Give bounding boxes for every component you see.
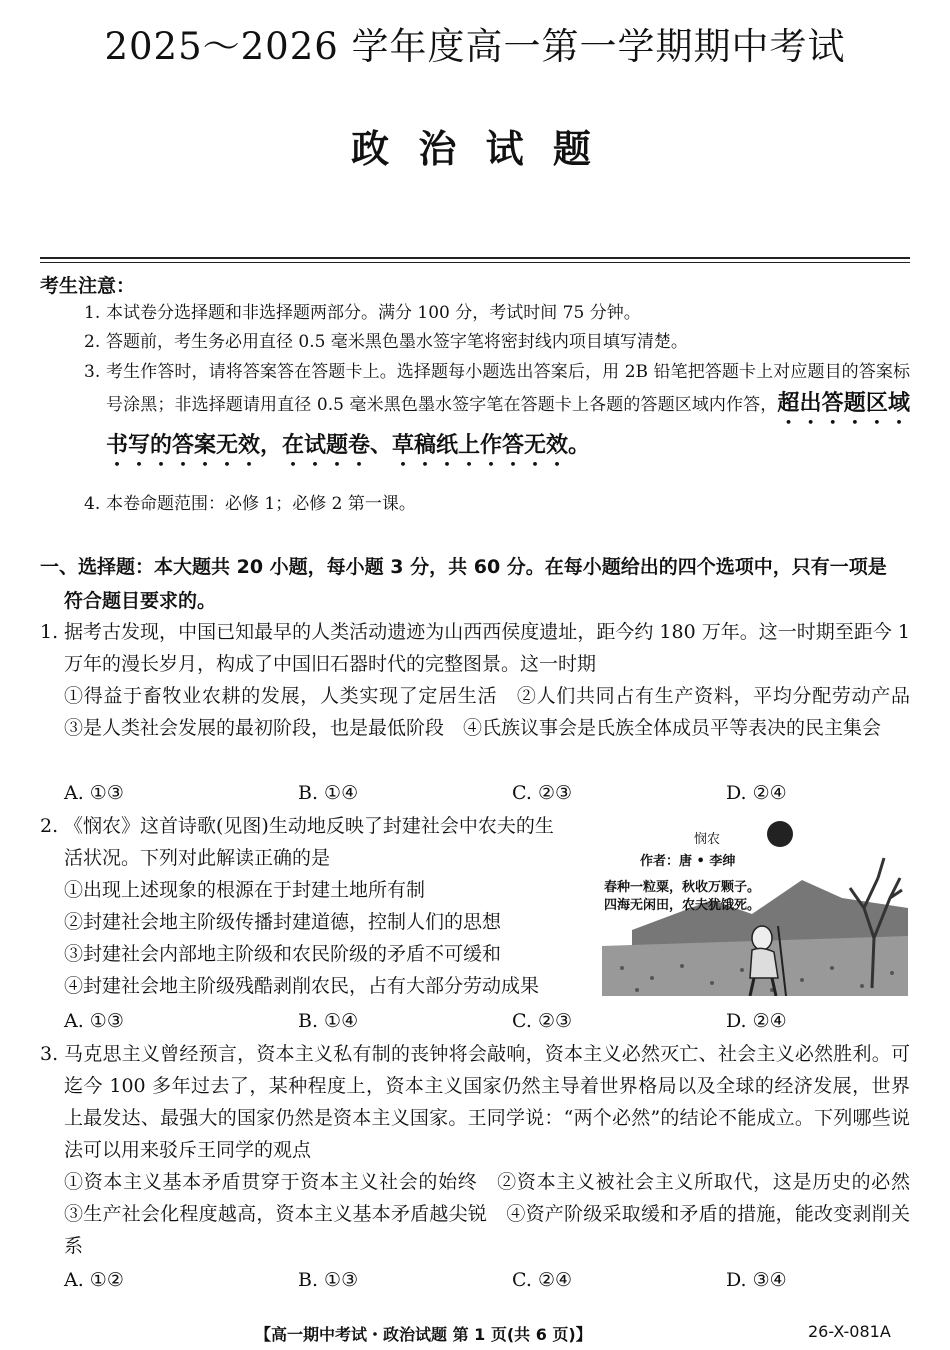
option-d[interactable]: D. ②④ (726, 1010, 787, 1032)
note-number: 4. (84, 494, 101, 514)
option-d[interactable]: D. ②④ (726, 782, 787, 804)
notes-heading: 考生注意： (40, 275, 136, 297)
section-heading-line1: 一、选择题：本大题共 20 小题，每小题 3 分，共 60 分。在每小题给出的四个选项中，只有一项是 (40, 556, 887, 578)
note-item (84, 327, 910, 357)
option-a[interactable]: A. ①② (64, 1269, 124, 1291)
question-1-options (64, 777, 910, 809)
question-statements: ①得益于畜牧业农耕的发展，人类实现了定居生活 ②人们共同占有生产资料，平均分配劳动产品 ③是人类社会发展的最初阶段，也是最低阶段 ④氏族议事会是氏族全体成员平等表决的民主集会 (64, 685, 930, 739)
option-c[interactable]: C. ②③ (512, 782, 573, 804)
note-emphasis: 超出答题区域书写的答案无效，在试题卷、草稿纸上作答无效。 (106, 391, 910, 458)
option-a[interactable]: A. ①③ (64, 782, 124, 804)
question-statements: ①资本主义基本矛盾贯穿于资本主义社会的始终 ②资本主义被社会主义所取代，这是历史的必然 ③生产社会化程度越高，资本主义基本矛盾越尖锐 ④资产阶级采取缓和矛盾的措施，能改变剥削关系 (64, 1171, 930, 1257)
option-b[interactable]: B. ①③ (298, 1269, 359, 1291)
question-stem-line1: 《悯农》这首诗歌(见图)生动地反映了封建社会中农夫的生 (64, 815, 554, 837)
poem-title: 悯农 (694, 832, 721, 847)
question-statement: ①出现上述现象的根源在于封建土地所有制 (64, 879, 426, 901)
note-item (84, 357, 910, 471)
option-b[interactable]: B. ①④ (298, 782, 359, 804)
question-3 (40, 1038, 930, 1262)
question-stem: 马克思主义曾经预言，资本主义私有制的丧钟将会敲响，资本主义必然灭亡、社会主义必然胜利。可迄今 100 多年过去了，某种程度上，资本主义国家仍然主导着世界格局以及全球的经济发展，世界上最发达、最强大的国家仍然是资本主义国家。王同学说：“两个必然”的结论不能成立。下列哪些说法可以用来驳斥王同学的观点 (64, 1043, 910, 1161)
question-2 (40, 810, 600, 1002)
header-rule-thin (40, 262, 910, 263)
note-text: 本卷命题范围：必修 1；必修 2 第一课。 (106, 494, 416, 514)
question-stem-line2: 活状况。下列对此解读正确的是 (64, 847, 331, 869)
note-number: 2. (84, 332, 101, 352)
question-number: 2. (40, 815, 59, 837)
subject-title: 政 治 试 题 (351, 127, 599, 171)
question-number: 3. (40, 1043, 59, 1065)
note-item (84, 489, 910, 519)
exam-title: 2025～2026 学年度高一第一学期期中考试 (104, 25, 846, 68)
question-number: 1. (40, 621, 59, 643)
note-text (84, 357, 910, 471)
section-heading-line2: 符合题目要求的。 (64, 590, 217, 612)
question-statement: ④封建社会地主阶级残酷剥削农民，占有大部分劳动成果 (64, 975, 540, 997)
footer-page-info: 【高一期中考试・政治试题 第 1 页(共 6 页)】 (255, 1325, 592, 1344)
page-footer (0, 1318, 950, 1350)
poem-illustration (602, 818, 908, 996)
note-item (84, 298, 910, 328)
question-statement: ②封建社会地主阶级传播封建道德，控制人们的思想 (64, 911, 502, 933)
option-d[interactable]: D. ③④ (726, 1269, 787, 1291)
note-text: 答题前，考生务必用直径 0.5 毫米黑色墨水签字笔将密封线内项目填写清楚。 (106, 332, 688, 352)
question-1 (40, 616, 930, 744)
note-number: 1. (84, 303, 101, 323)
question-2-options (64, 1005, 910, 1037)
note-text-normal: 考生作答时，请将答案答在答题卡上。选择题每小题选出答案后，用 2B 铅笔把答题卡上对应题目的答案标号涂黑；非选择题请用直径 0.5 毫米黑色墨水签字笔在答题卡上各题的答题区域内作答， (106, 362, 910, 415)
option-a[interactable]: A. ①③ (64, 1010, 124, 1032)
poem-author: 作者：唐 • 李绅 (640, 854, 736, 869)
footer-code: 26-X-081A (808, 1322, 891, 1341)
question-statement: ③封建社会内部地主阶级和农民阶级的矛盾不可缓和 (64, 943, 502, 965)
note-number: 3. (84, 362, 101, 382)
poem-line-2: 四海无闲田，农夫犹饿死。 (604, 898, 761, 913)
question-stem: 据考古发现，中国已知最早的人类活动遗迹为山西西侯度遗址，距今约 180 万年。这一时期至距今 1 万年的漫长岁月，构成了中国旧石器时代的完整图景。这一时期 (64, 621, 910, 675)
poem-line-1: 春种一粒粟，秋收万颗子。 (604, 880, 761, 895)
option-c[interactable]: C. ②④ (512, 1269, 573, 1291)
header-rule-thick (40, 257, 910, 259)
section-heading (40, 550, 910, 618)
option-c[interactable]: C. ②③ (512, 1010, 573, 1032)
option-b[interactable]: B. ①④ (298, 1010, 359, 1032)
note-text: 本试卷分选择题和非选择题两部分。满分 100 分，考试时间 75 分钟。 (106, 303, 641, 323)
question-3-options (64, 1264, 910, 1296)
